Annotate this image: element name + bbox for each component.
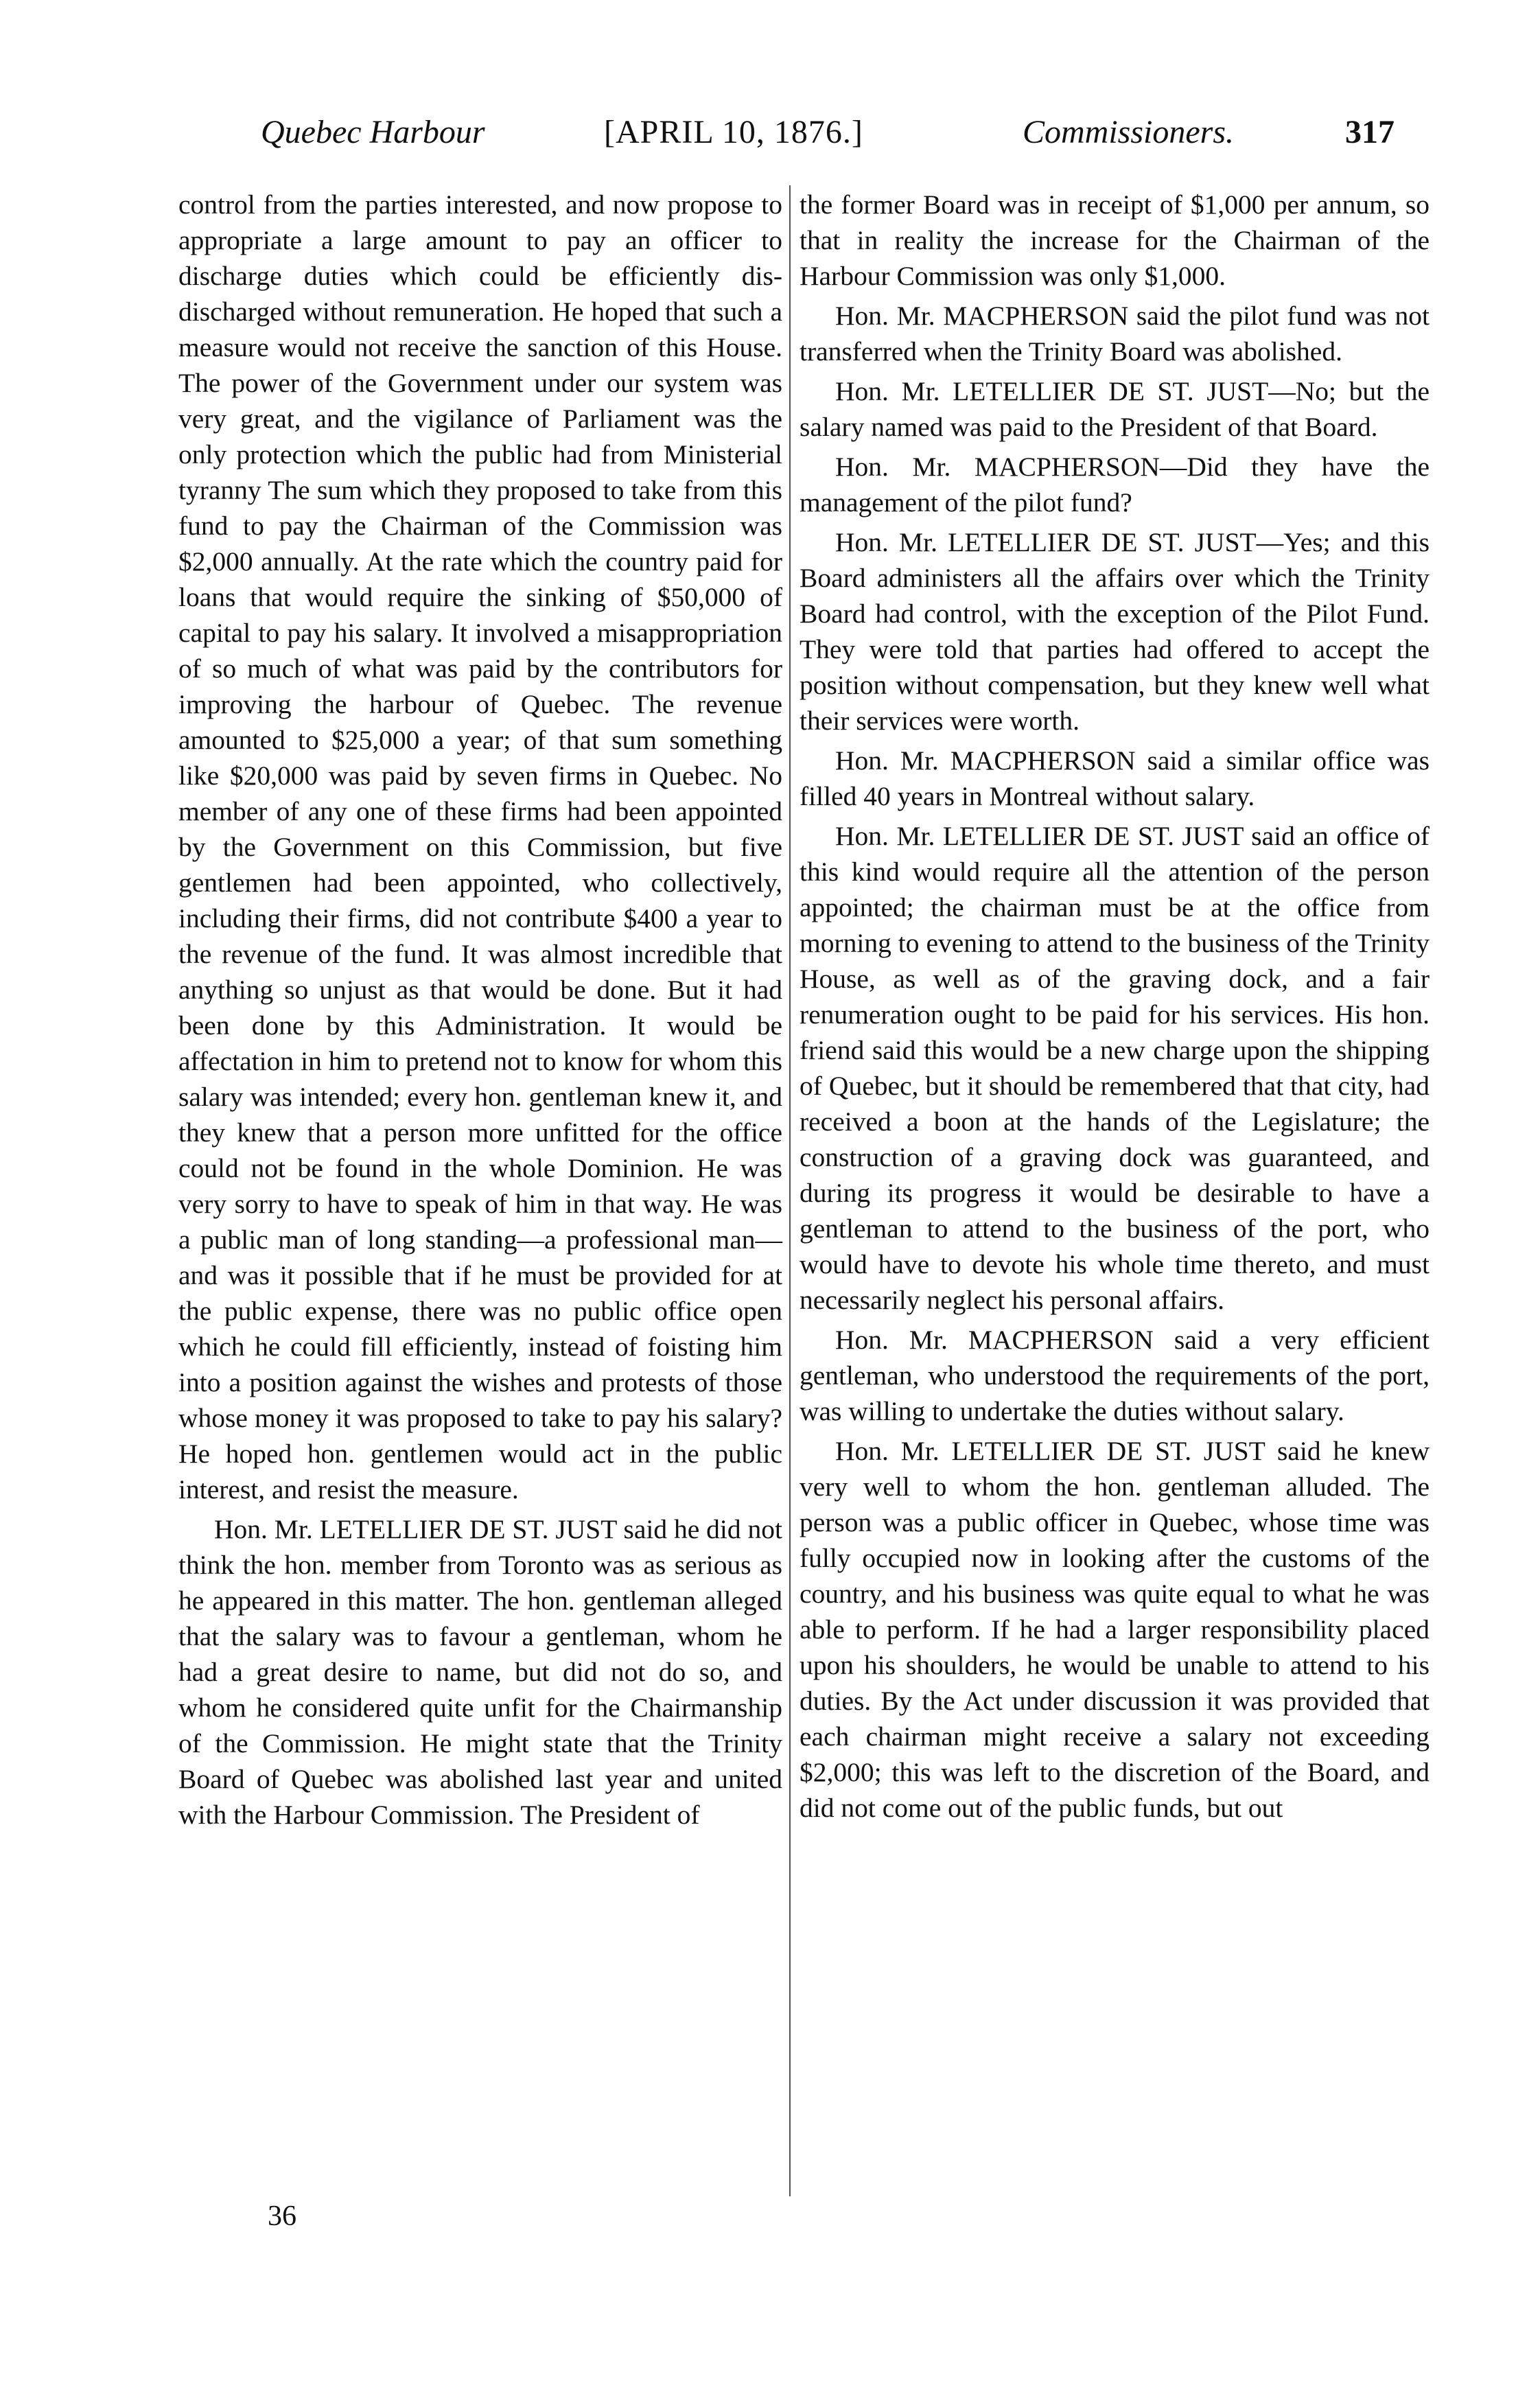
- right-paragraph: Hon. Mr. LETELLIER DE ST. JUST—Yes; and this Board administers all the affairs over which the Trinity Board had control, with the exception of the Pilot Fund. They were told that parties had offered to accept the position without compensation, but they knew well what their services were worth.: [800, 527, 1430, 736]
- right-paragraph: Hon. Mr. LETELLIER DE ST. JUST said he knew very well to whom the hon. gentleman alluded. The person was a public officer in Quebec, whose time was fully occupied now in looking after the customs of the country, and his business was quite equal to what he was able to perform. If he had a larger responsibility placed upon his shoulders, he would be unable to attend to his duties. By the Act under discussion it was provided that each chairman might receive a salary not exceeding $2,000; this was left to the discretion of the Board, and did not come out of the public funds, but out: [800, 1436, 1430, 1823]
- right-column: [800, 187, 1430, 1826]
- right-paragraph: Hon. Mr. LETELLIER DE ST. JUST—No; but the salary named was paid to the President of that Board.: [800, 376, 1430, 442]
- left-paragraph: Hon. Mr. LETELLIER DE ST. JUST said he did not think the hon. member from Toronto was as serious as he appeared in this matter. The hon. gentleman alleged that the salary was to favour a gentleman, whom he had a great desire to name, but did not do so, and whom he considered quite unfit for the Chairmanship of the Commission. He might state that the Trinity Board of Quebec was abolished last year and united with the Harbour Commission. The President of: [178, 1514, 782, 1830]
- right-paragraph: Hon. Mr. MACPHERSON—Did they have the management of the pilot fund?: [800, 452, 1430, 518]
- left-column: [178, 187, 782, 1833]
- header-right-title: Commissioners.: [1023, 114, 1235, 150]
- running-header: [261, 113, 1427, 161]
- column-divider: [789, 185, 791, 2196]
- signature-mark: 36: [268, 2200, 296, 2232]
- header-left-title: Quebec Harbour: [261, 114, 485, 150]
- right-paragraph: the former Board was in receipt of $1,000 per annum, so that in reality the increase for the Chairman of the Harbour Commission was only $1,000.: [800, 189, 1430, 291]
- right-paragraph: Hon. Mr. MACPHERSON said the pilot fund was not transferred when the Trinity Board was abolished.: [800, 301, 1430, 367]
- right-paragraph: Hon. Mr. LETELLIER DE ST. JUST said an office of this kind would require all the attention of the person appointed; the chairman must be at the office from morning to evening to attend to the business of the Trinity House, as well as of the graving dock, and a fair renumeration ought to be paid for his services. His hon. friend said this would be a new charge upon the shipping of Quebec, but it should be remembered that that city, had received a boon at the hands of the Legislature; the construction of a graving dock was guaranteed, and during its progress it would be desirable to have a gentleman to attend to the business of the port, who would have to devote his whole time thereto, and must necessarily neglect his personal affairs.: [800, 821, 1430, 1315]
- header-date: [APRIL 10, 1876.]: [604, 114, 863, 150]
- right-paragraph: Hon. Mr. MACPHERSON said a similar office was filled 40 years in Montreal without salary.: [800, 745, 1430, 811]
- right-paragraph: Hon. Mr. MACPHERSON said a very efficient gentleman, who understood the requirements of the port, was willing to undertake the duties without salary.: [800, 1325, 1430, 1426]
- page-number: 317: [1345, 114, 1395, 150]
- left-paragraph: control from the parties interested, and now propose to appropriate a large amount to pay an officer to discharge duties which could be efficiently dis-discharged without remuneration. He hoped that such a measure would not receive the sanction of this House. The power of the Government under our system was very great, and the vigilance of Parliament was the only protection which the public had from Ministerial tyranny The sum which they proposed to take from this fund to pay the Chairman of the Commission was $2,000 annually. At the rate which the country paid for loans that would require the sinking of $50,000 of capital to pay his salary. It involved a misappropriation of so much of what was paid by the contributors for improving the harbour of Quebec. The revenue amounted to $25,000 a year; of that sum something like $20,000 was paid by seven firms in Quebec. No member of any one of these firms had been appointed by the Government on this Commission, but five gentlemen had been appointed, who collectively, including their firms, did not contribute $400 a year to the revenue of the fund. It was almost incredible that anything so unjust as that would be done. But it had been done by this Administration. It would be affectation in him to pretend not to know for whom this salary was intended; every hon. gentleman knew it, and they knew that a person more unfitted for the office could not be found in the whole Dominion. He was very sorry to have to speak of him in that way. He was a public man of long standing—a professional man—and was it possible that if he must be provided for at the public expense, there was no public office open which he could fill efficiently, instead of foisting him into a position against the wishes and protests of those whose money it was proposed to take to pay his salary? He hoped hon. gentlemen would act in the public interest, and resist the measure.: [178, 189, 782, 1504]
